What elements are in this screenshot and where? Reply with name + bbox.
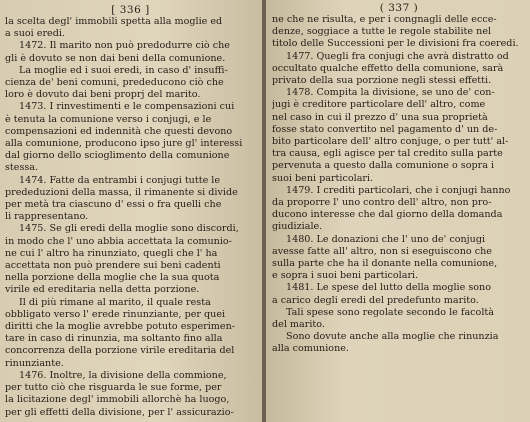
text-line: loro è dovuto dai beni proprj del marito. [5, 89, 201, 101]
text-line: fosse stato convertito nel pagamento d' un de- [272, 123, 498, 135]
left-page-text [5, 16, 256, 419]
text-line: a suoi eredi. [5, 28, 65, 40]
text-line: 1479. I crediti particolari, che i conjugi hanno [286, 184, 511, 196]
left-page-number: [ 336 ] [111, 4, 150, 16]
text-line: diritti che la moglie avrebbe potuto esperimen- [5, 321, 236, 333]
right-page-text [272, 14, 526, 356]
text-line: per gli effetti della divisione, per l' assicurazio- [5, 406, 234, 418]
text-line: Il di più rimane al marito, il quale resta [19, 296, 211, 308]
text-line: sulla parte che ha il donante nella comunione, [272, 258, 498, 270]
text-line: dal giorno dello scioglimento della comunione [5, 150, 230, 162]
text-line: tra causa, egli agisce per tal credito sulla parte [272, 148, 503, 160]
text-line: rinunziante. [5, 357, 64, 369]
text-line: ducono interesse che dal giorno della domanda [272, 209, 503, 221]
text-line: pervenuta a questo dalla comunione o sopra i [272, 160, 495, 172]
text-line: jugi è creditore particolare dell' altro, come [272, 99, 486, 111]
text-line: in modo che l' uno abbia accettata la comunio- [5, 235, 232, 247]
text-line: e sopra i suoi beni particolari. [272, 270, 419, 282]
text-line: obbligato verso l' erede rinunziante, per quei [5, 308, 226, 320]
text-line: alla comunione, producono ipso jure gl' interessi [5, 138, 243, 150]
text-line: a carico degli eredi del predefunto marito. [272, 294, 479, 306]
text-line: avesse fatte all' altro, non si eseguiscono che [272, 245, 492, 257]
text-line: Tali spese sono regolate secondo le facoltà [286, 306, 494, 318]
text-line: cienza de' beni comuni, prededucono ciò che [5, 77, 224, 89]
text-line: tare in caso di rinunzia, ma soltanto fino alla [5, 333, 223, 345]
text-line: da proporre l' uno contro dell' altro, non pro- [272, 197, 492, 209]
text-line: è tenuta la comunione verso i conjugi, e le [5, 113, 212, 125]
text-line: la scelta degl' immobili spetta alla moglie ed [5, 16, 223, 27]
text-line: La moglie ed i suoi eredi, in caso d' insuffi- [19, 64, 228, 76]
text-line: 1478. Compita la divisione, se uno de' con- [286, 87, 495, 99]
text-line: occultato qualche effetto della comunione, sarà [272, 62, 504, 74]
text-line: bito particolare dell' altro conjuge, o per tutt' al- [272, 136, 509, 148]
text-line: suoi beni particolari. [272, 172, 374, 184]
text-line: stessa. [5, 162, 39, 174]
text-line: 1477. Quegli fra conjugi che avrà distratto od [286, 50, 509, 62]
text-line: accettata non può prendere sui beni cadenti [5, 260, 221, 272]
text-line: 1476. Inoltre, la divisione della commione, [19, 369, 227, 381]
text-line: 1474. Fatte da entrambi i conjugi tutte le [19, 174, 221, 186]
left-page [0, 0, 262, 422]
text-line: denze, soggiace a tutte le regole stabilite nel [272, 26, 492, 38]
text-line: prededuzioni della massa, il rimanente si divide [5, 186, 238, 198]
text-line: Sono dovute anche alla moglie che rinunzia [286, 331, 499, 343]
text-line: giudiziale. [272, 221, 323, 233]
text-line: per tutto ciò che risguarda le sue forme, per [5, 382, 222, 394]
text-line: ne cui l' altro ha rinunziato, quegli che l' ha [5, 247, 218, 259]
text-line: per metà tra ciascuno d' essi o fra quelli che [5, 199, 222, 211]
text-line: 1473. I rinvestimenti e le compensazioni cui [19, 101, 235, 113]
text-line: del marito. [272, 319, 325, 331]
text-line: alla comunione. [272, 343, 349, 355]
text-line: nella porzione della moglie che la sua quota [5, 272, 220, 284]
text-line: titolo delle Successioni per le divisioni fra coeredi. [272, 38, 519, 50]
text-line: virile ed ereditaria nella detta porzione. [5, 284, 200, 296]
text-line: li rappresentano. [5, 211, 89, 223]
text-line: nel caso in cui il prezzo d' una sua proprietà [272, 111, 488, 123]
right-page-number: ( 337 ) [379, 2, 419, 14]
text-line: 1480. Le donazioni che l' uno de' conjugi [286, 233, 486, 245]
text-line: 1475. Se gli eredi della moglie sono discordi, [19, 223, 239, 235]
text-line: 1472. Il marito non può predodurre ciò che [19, 40, 230, 52]
text-line: 1481. Le spese del lutto della moglie sono [286, 282, 491, 294]
text-line: ne che ne risulta, e per i congnagli delle ecce- [272, 14, 497, 25]
right-page [266, 0, 530, 422]
text-line: privato della sua porzione negli stessi effetti. [272, 75, 492, 87]
text-line: gli è dovuto se non dai beni della comunione. [5, 52, 226, 64]
text-line: compensazioni ed indennità che questi devono [5, 125, 233, 137]
text-line: la licitazione degl' immobili allorchè ha luogo, [5, 394, 230, 406]
text-line: concorrenza della porzione virile ereditaria del [5, 345, 235, 357]
